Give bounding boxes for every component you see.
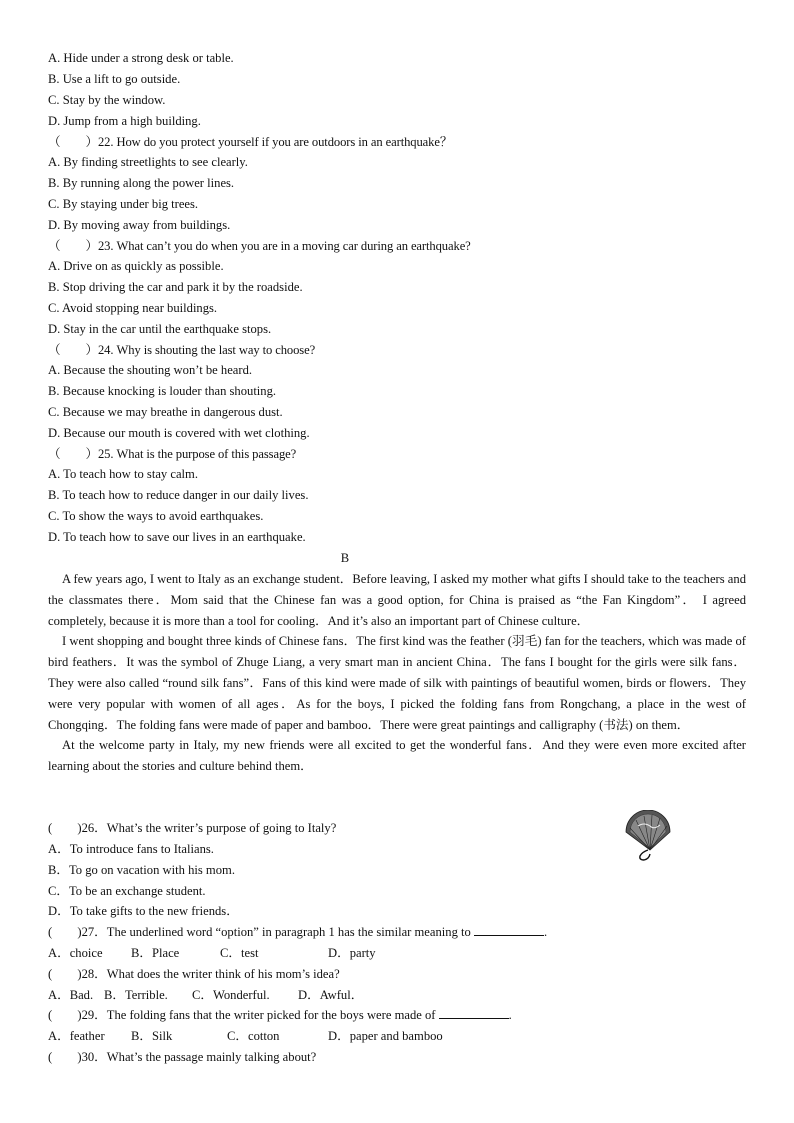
q28-option-b: B．Terrible. [104,988,168,1002]
q27-option-a: A．choice [48,946,103,960]
question-22: （ ）22. How do you protect yourself if you are outdoors in an earthquake？ [48,135,453,149]
q23-option-b: B. Stop driving the car and park it by the roadside. [48,280,303,294]
q28-options [48,985,746,1006]
q22-option-b: B. By running along the power lines. [48,176,235,190]
question-23: （ ）23. What can’t you do when you are in a moving car during an earthquake? [48,239,471,253]
passage-paragraph-3: At the welcome party in Italy, my new friends were all excited to get the wonderful fans．And they were even more excited after learning about the stories and culture behind them． [48,738,746,774]
q21-option-c: C. Stay by the window. [48,93,166,107]
question-29-end: . [508,1008,512,1022]
q29-options [48,1026,746,1047]
q21-option-a: A. Hide under a strong desk or table. [48,51,234,65]
q29-option-c: C．cotton [227,1029,280,1043]
q26-option-a: A．To introduce fans to Italians. [48,842,214,856]
q25-option-d: D. To teach how to save our lives in an earthquake. [48,530,306,544]
question-29 [48,1005,746,1026]
q28-option-a: A．Bad. [48,988,94,1002]
q26-option-d: D．To take gifts to the new friends． [48,904,239,918]
q27-option-d: D．party [328,946,376,960]
question-29-text: ( )29．The folding fans that the writer picked for the boys were made of [48,1008,436,1022]
question-27 [48,922,746,943]
passage-b [48,569,746,777]
q29-option-b: B．Silk [131,1029,173,1043]
q28-option-d: D．Awful． [298,988,364,1002]
q26-option-b: B．To go on vacation with his mom. [48,863,235,877]
q29-option-d: D．paper and bamboo [328,1029,443,1043]
q23-option-c: C. Avoid stopping near buildings. [48,301,218,315]
q24-option-c: C. Because we may breathe in dangerous dust. [48,405,283,419]
q22-option-c: C. By staying under big trees. [48,197,199,211]
question-26: ( )26．What’s the writer’s purpose of going to Italy? [48,821,337,835]
question-30: ( )30．What’s the passage mainly talking about? [48,1050,317,1064]
question-24: （ ）24. Why is shouting the last way to choose? [48,343,316,357]
q24-option-b: B. Because knocking is louder than shouting. [48,384,277,398]
answer-blank-27[interactable] [474,923,544,936]
q27-options [48,943,746,964]
q25-option-b: B. To teach how to reduce danger in our daily lives. [48,488,309,502]
q24-option-d: D. Because our mouth is covered with wet clothing. [48,426,310,440]
q21-option-d: D. Jump from a high building. [48,114,201,128]
q25-option-c: C. To show the ways to avoid earthquakes. [48,509,264,523]
answer-blank-29[interactable] [439,1006,509,1019]
passage-paragraph-2: I went shopping and bought three kinds of Chinese fans．The first kind was the feather (羽毛) fan for the teachers, which was made of bird feathers．It was the symbol of Zhuge Liang, a very smart man in ancient China．The fans I bought for the girls were silk fans．They were also called “round silk fans”．Fans of this kind were made of silk with paintings of beautiful women, birds or flowers．They were very popular with women of all ages．As for the boys, I picked the folding fans from Rongchang, a place in the west of Chongqing．The folding fans were made of paper and bamboo．There were great paintings and calligraphy (书法) on them． [48,634,746,732]
question-28: ( )28．What does the writer think of his mom’s idea? [48,967,340,981]
q27-option-b: B．Place [131,946,180,960]
question-25: （ ）25. What is the purpose of this passage? [48,447,297,461]
q23-option-d: D. Stay in the car until the earthquake stops. [48,322,272,336]
question-27-end: . [543,925,548,939]
q21-option-b: B. Use a lift to go outside. [48,72,181,86]
q26-option-c: C．To be an exchange student. [48,884,206,898]
q28-option-c: C．Wonderful. [192,988,270,1002]
section-b-heading: B [340,551,350,565]
q23-option-a: A. Drive on as quickly as possible. [48,259,224,273]
passage-paragraph-1: A few years ago, I went to Italy as an exchange student．Before leaving, I asked my mother what gifts I should take to the teachers and the classmates there．Mom said that the Chinese fan was a good option, for China is praised as “the Fan Kingdom”． I agreed completely, because it is more than a tool for cooling．And it’s also an important part of Chinese culture． [48,572,746,628]
q25-option-a: A. To teach how to stay calm. [48,467,198,481]
q27-option-c: C．test [220,946,259,960]
q29-option-a: A．feather [48,1029,105,1043]
q22-option-a: A. By finding streetlights to see clearly. [48,155,248,169]
q24-option-a: A. Because the shouting won’t be heard. [48,363,253,377]
q22-option-d: D. By moving away from buildings. [48,218,231,232]
question-27-text: ( )27．The underlined word “option” in paragraph 1 has the similar meaning to [48,925,471,939]
